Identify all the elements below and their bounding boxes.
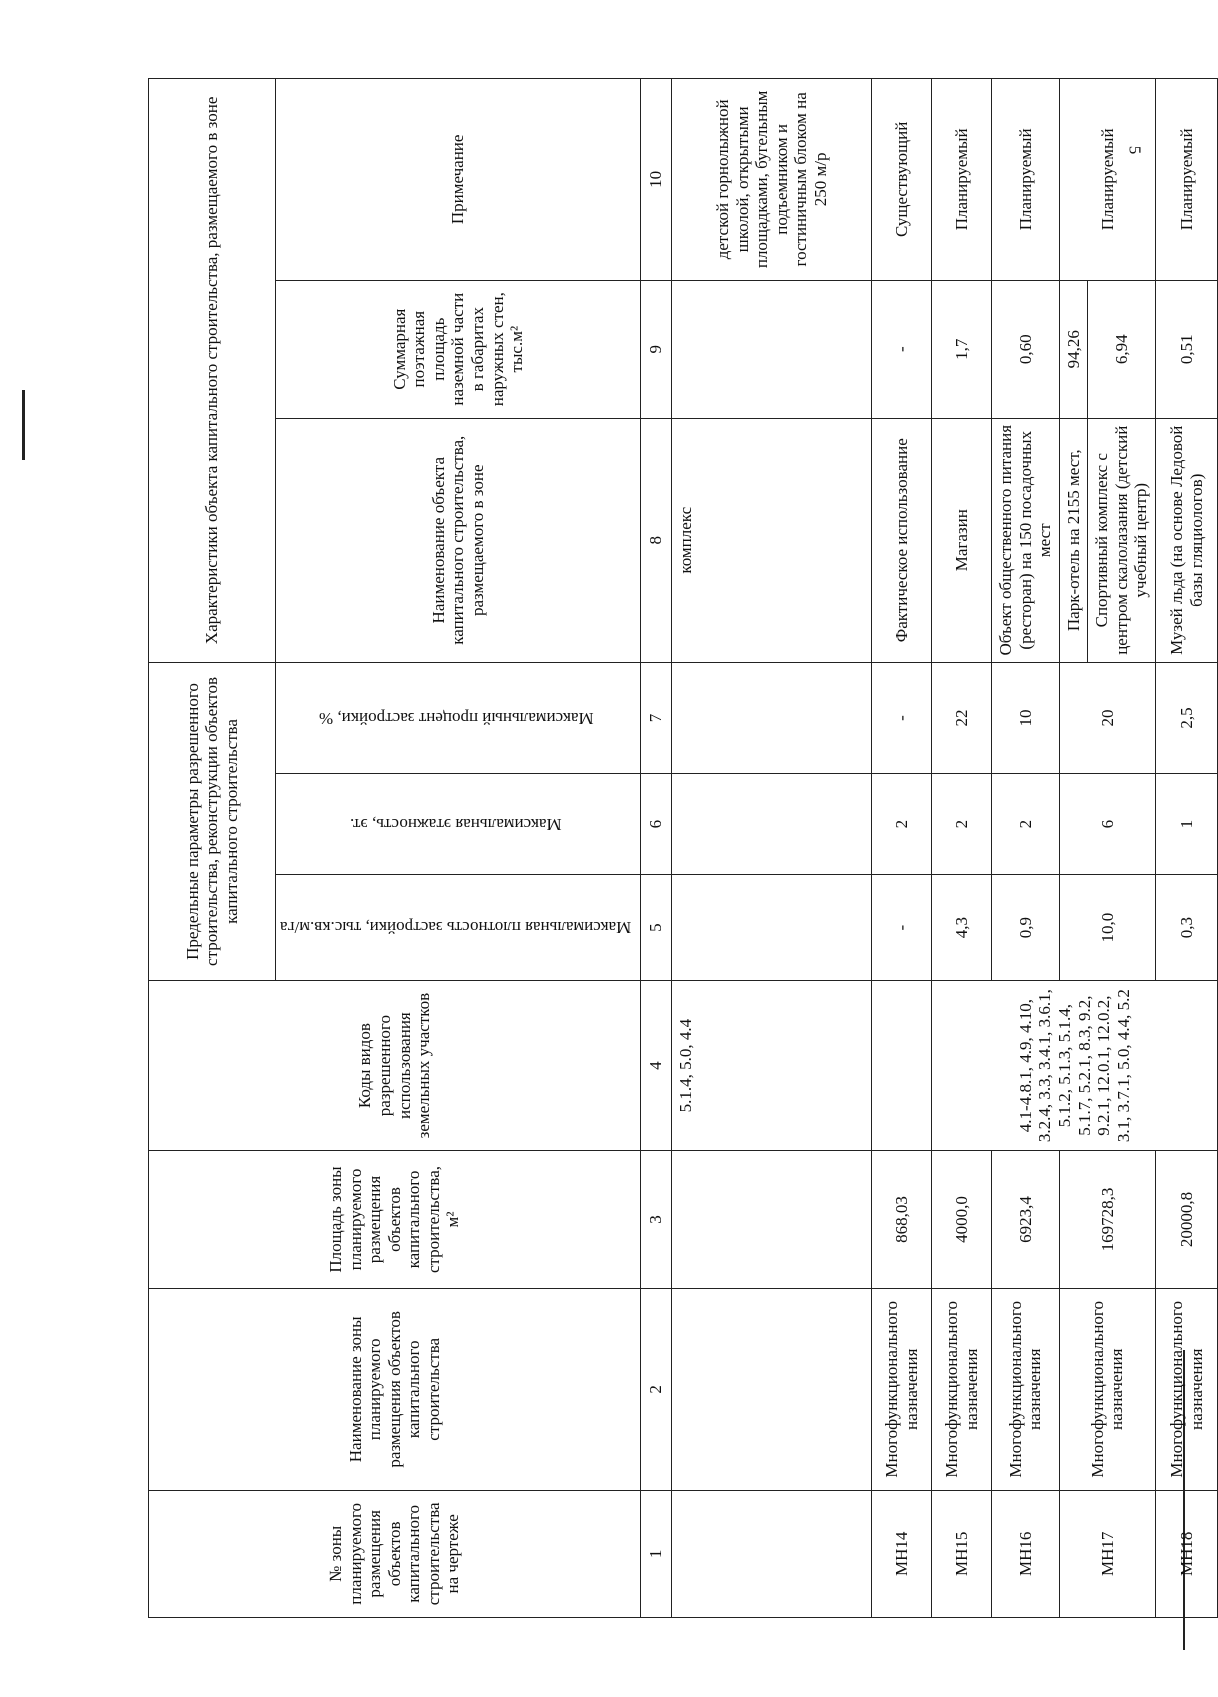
total-area: - bbox=[872, 280, 932, 418]
table-row bbox=[1059, 79, 1088, 1618]
zone-name: Многофункционального назначения bbox=[1059, 1288, 1155, 1490]
zone-name: Многофункционального назначения bbox=[992, 1288, 1060, 1490]
max-floors: 1 bbox=[1156, 774, 1218, 875]
max-density: 4,3 bbox=[932, 875, 992, 981]
col-number: 2 bbox=[641, 1288, 672, 1490]
header-limit-parameters: Предельные параметры разрешенного строительства, реконструкции объектов капитального строительства bbox=[149, 662, 276, 980]
zone-number: МН15 bbox=[932, 1490, 992, 1617]
header-max-percent bbox=[276, 662, 641, 773]
col-number: 5 bbox=[641, 875, 672, 981]
total-area: 0,60 bbox=[992, 280, 1060, 418]
header-max-density-text: Максимальная плотность застройки, тыс.кв.м/га bbox=[280, 918, 632, 938]
zone-name: Многофункционального назначения bbox=[932, 1288, 992, 1490]
col-number: 10 bbox=[641, 79, 672, 281]
continuation-object: комплекс bbox=[672, 418, 872, 662]
page-number: 5 bbox=[1125, 145, 1145, 155]
max-floors: 6 bbox=[1059, 774, 1155, 875]
continuation-codes: 5.1.4, 5.0, 4.4 bbox=[672, 981, 872, 1151]
col-number: 1 bbox=[641, 1490, 672, 1617]
table-row bbox=[872, 79, 932, 1618]
zone-name: Многофункционального назначения bbox=[1156, 1288, 1218, 1490]
max-percent: 20 bbox=[1059, 662, 1155, 773]
object-name: Объект общественного питания (ресторан) на 150 посадочных мест bbox=[992, 418, 1060, 662]
max-percent: - bbox=[872, 662, 932, 773]
header-note: Примечание bbox=[276, 79, 641, 281]
total-area-b: 6,94 bbox=[1088, 280, 1156, 418]
max-floors: 2 bbox=[992, 774, 1060, 875]
header-zone-name: Наименование зоны планируемого размещения объектов капитального строительства bbox=[149, 1288, 641, 1490]
zone-number: МН18 bbox=[1156, 1490, 1218, 1617]
note: Планируемый bbox=[992, 79, 1060, 281]
zone-number: МН17 bbox=[1059, 1490, 1155, 1617]
column-numbers-row bbox=[641, 79, 672, 1618]
note: Существующий bbox=[872, 79, 932, 281]
note: Планируемый bbox=[1059, 79, 1155, 281]
max-density: - bbox=[872, 875, 932, 981]
zone-name: Многофункционального назначения bbox=[872, 1288, 932, 1490]
header-max-floors-text: Максимальная этажность, эт. bbox=[350, 814, 562, 834]
header-total-area: Суммарная поэтажная площадь наземной части в габаритах наружных стен, тыс.м² bbox=[276, 280, 641, 418]
col-number: 4 bbox=[641, 981, 672, 1151]
total-area: 1,7 bbox=[932, 280, 992, 418]
object-name: Фактическое использование bbox=[872, 418, 932, 662]
col-number: 6 bbox=[641, 774, 672, 875]
max-percent: 10 bbox=[992, 662, 1060, 773]
table-row bbox=[932, 79, 992, 1618]
object-name: Магазин bbox=[932, 418, 992, 662]
max-density: 0,3 bbox=[1156, 875, 1218, 981]
table-row bbox=[992, 79, 1060, 1618]
object-name-a: Парк-отель на 2155 мест, bbox=[1059, 418, 1088, 662]
zone-area: 6923,4 bbox=[992, 1151, 1060, 1289]
continuation-note: детской горнолыжной школой, открытыми площадками, бугельным подъемником и гостиничным блоком на 250 м/р bbox=[672, 79, 872, 281]
scan-mark-left bbox=[22, 390, 25, 460]
col-number: 7 bbox=[641, 662, 672, 773]
max-percent: 2,5 bbox=[1156, 662, 1218, 773]
col-number: 3 bbox=[641, 1151, 672, 1289]
zone-number: МН16 bbox=[992, 1490, 1060, 1617]
zone-area: 169728,3 bbox=[1059, 1151, 1155, 1289]
max-floors: 2 bbox=[932, 774, 992, 875]
max-floors: 2 bbox=[872, 774, 932, 875]
zone-area: 20000,8 bbox=[1156, 1151, 1218, 1289]
header-object-characteristics: Характеристики объекта капитального строительства, размещаемого в зоне bbox=[149, 79, 276, 663]
col-number: 9 bbox=[641, 280, 672, 418]
max-density: 0,9 bbox=[992, 875, 1060, 981]
header-max-floors bbox=[276, 774, 641, 875]
zone-number: МН14 bbox=[872, 1490, 932, 1617]
header-zone-area: Площадь зоны планируемого размещения объектов капитального строительства, м² bbox=[149, 1151, 641, 1289]
total-area-a: 94,26 bbox=[1059, 280, 1088, 418]
use-codes bbox=[872, 981, 932, 1151]
object-name: Музей льда (на основе Ледовой базы гляциологов) bbox=[1156, 418, 1218, 662]
zone-area: 4000,0 bbox=[932, 1151, 992, 1289]
note: Планируемый bbox=[1156, 79, 1218, 281]
max-percent: 22 bbox=[932, 662, 992, 773]
note: Планируемый bbox=[932, 79, 992, 281]
zone-area: 868,03 bbox=[872, 1151, 932, 1289]
zones-table bbox=[148, 78, 1218, 1618]
rotated-table-wrapper bbox=[148, 78, 1218, 1618]
header-max-density bbox=[276, 875, 641, 981]
max-density: 10,0 bbox=[1059, 875, 1155, 981]
header-max-percent-text: Максимальный процент застройки, % bbox=[318, 708, 594, 728]
header-object-name: Наименование объекта капитального строительства, размещаемого в зоне bbox=[276, 418, 641, 662]
col-number: 8 bbox=[641, 418, 672, 662]
header-zone-number: № зоны планируемого размещения объектов капитального строительства на чертеже bbox=[149, 1490, 641, 1617]
continuation-row bbox=[672, 79, 872, 1618]
object-name-b: Спортивный комплекс с центром скалолазания (детский учебный центр) bbox=[1088, 418, 1156, 662]
table-row bbox=[1156, 79, 1218, 1618]
shared-use-codes: 4.1-4.8.1, 4.9, 4.10, 3.2.4, 3.3, 3.4.1, 3.6.1, 5.1.2, 5.1.3, 5.1.4, 5.1.7, 5.2.1, 8.3, 9.2, 9.2.1, 12.0.1, 12.0.2, 3.1, 3.7.1, 5.0, 4.4, 5.2 bbox=[932, 981, 1218, 1151]
header-use-codes: Коды видов разрешенного использования земельных участков bbox=[149, 981, 641, 1151]
table-host bbox=[148, 78, 1218, 1618]
total-area: 0,51 bbox=[1156, 280, 1218, 418]
